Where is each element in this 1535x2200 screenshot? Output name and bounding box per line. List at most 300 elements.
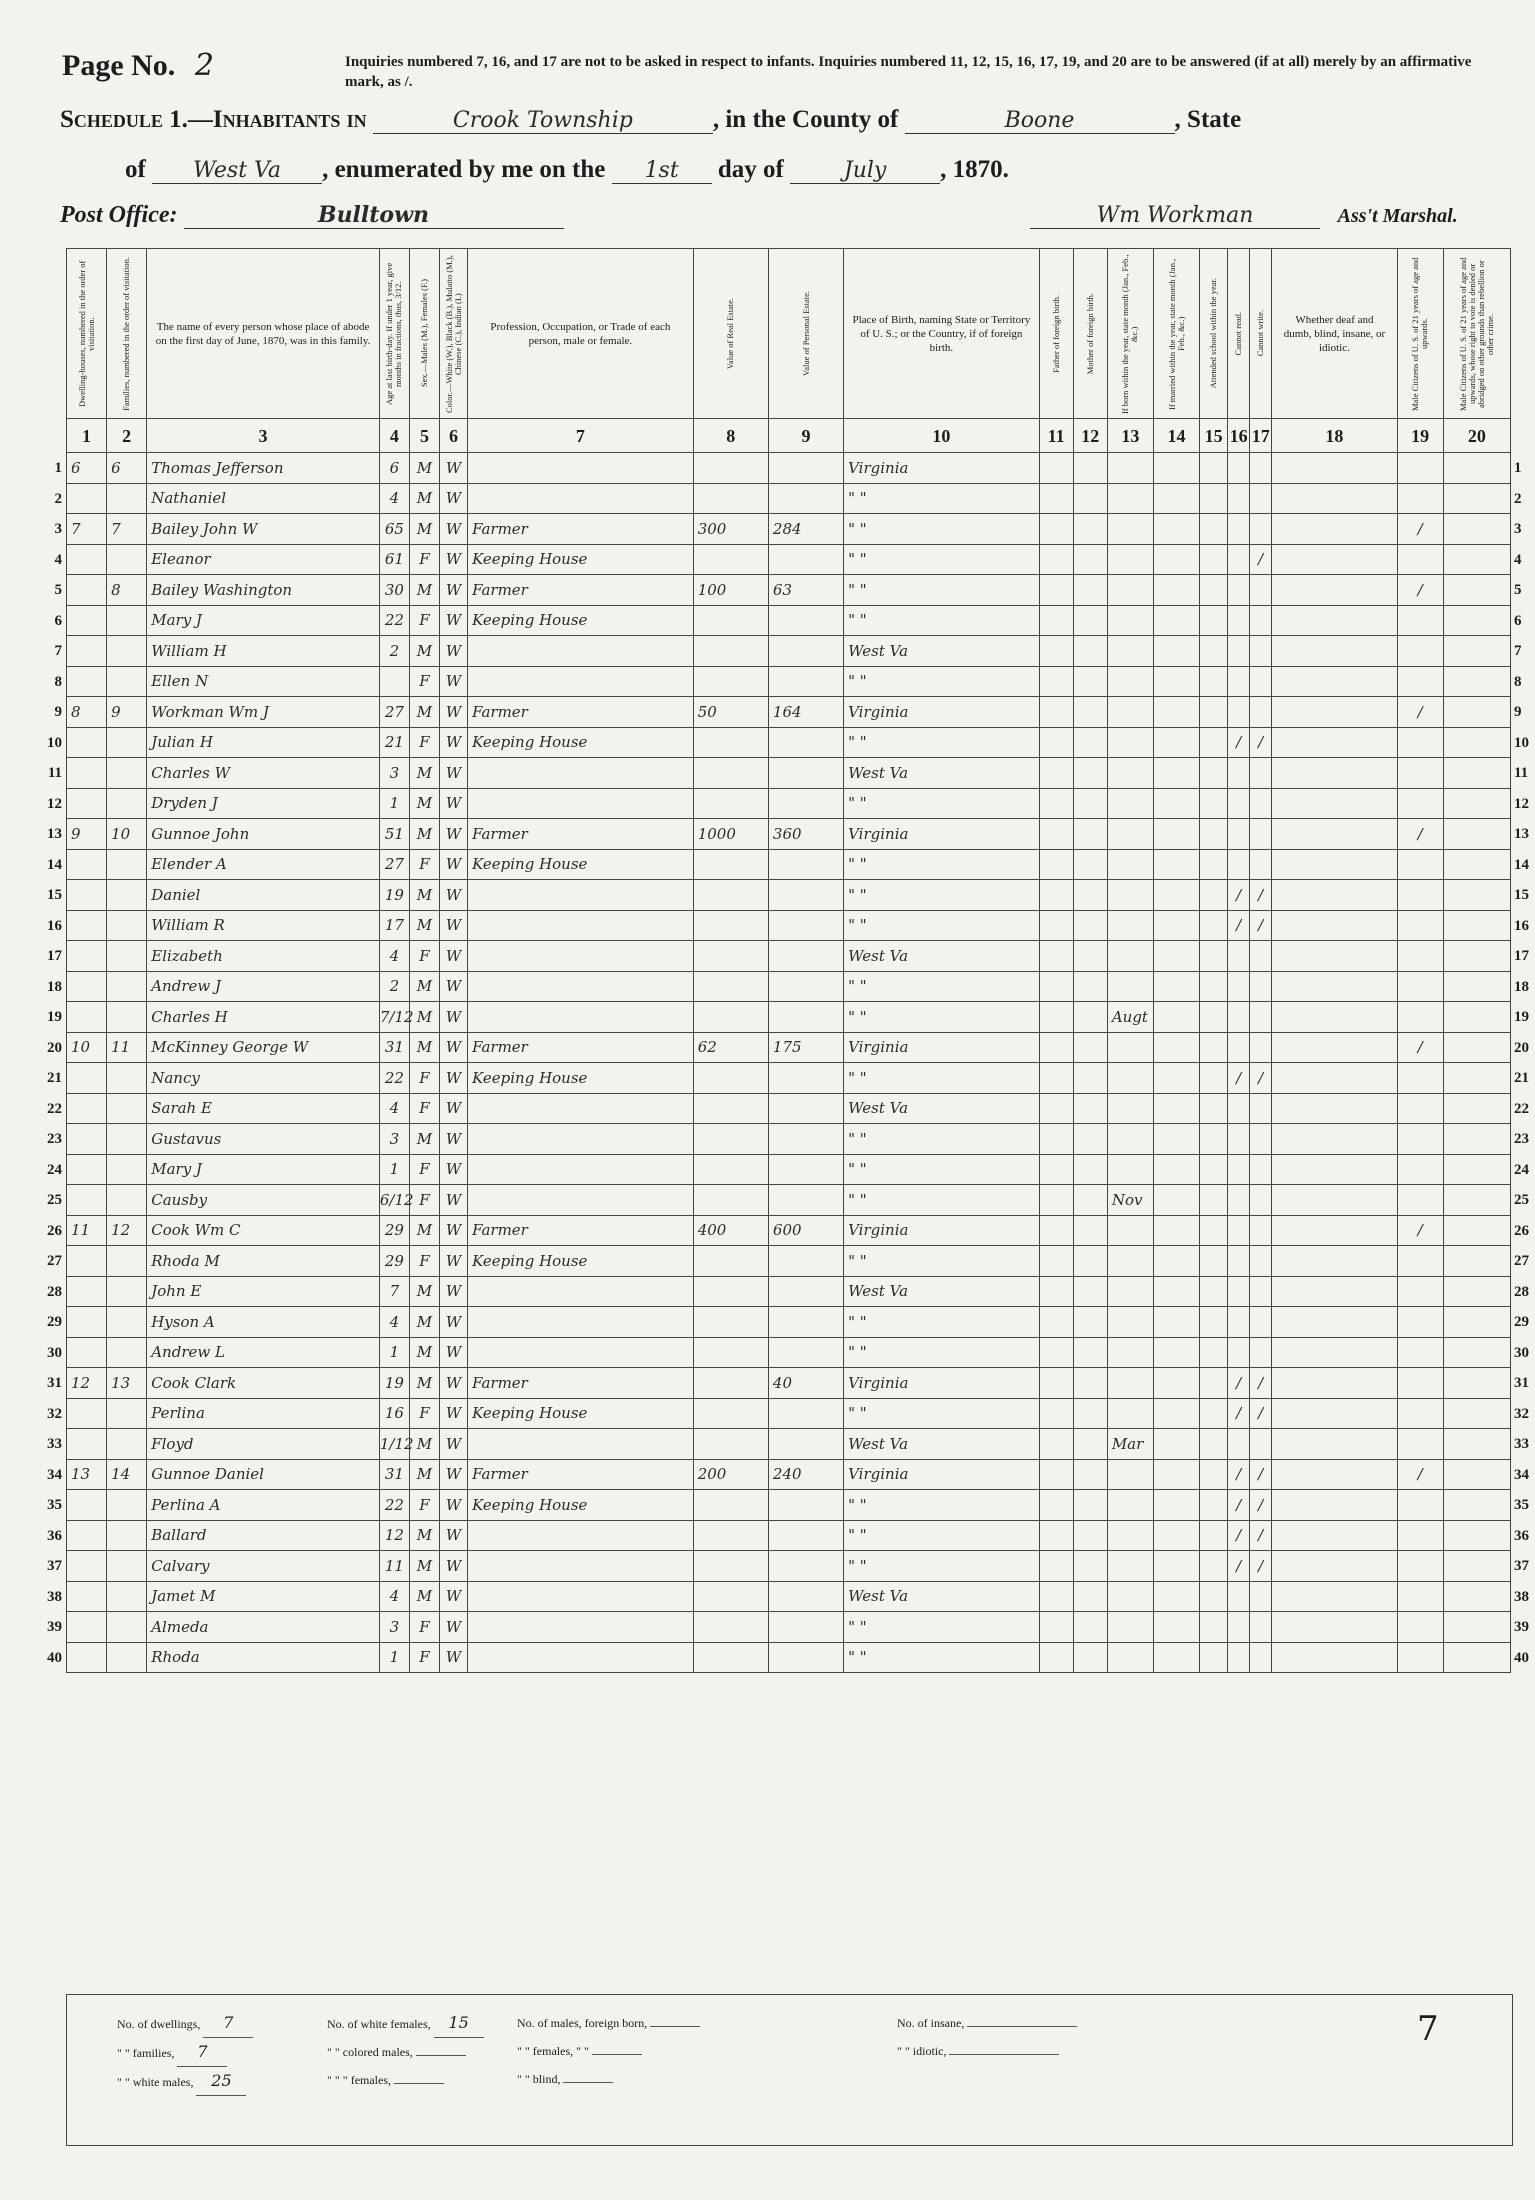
person-name: Daniel (147, 880, 380, 911)
father-foreign (1039, 1093, 1073, 1124)
line-number: 28 (47, 1283, 62, 1300)
sex: M (409, 758, 439, 789)
born-month (1107, 1490, 1153, 1521)
line-number: 40 (1514, 1649, 1529, 1666)
cannot-read (1228, 788, 1250, 819)
cannot-read (1228, 849, 1250, 880)
attended-school (1200, 636, 1228, 667)
real-estate-value (693, 910, 768, 941)
attended-school (1200, 483, 1228, 514)
birthplace: " " (844, 880, 1040, 911)
color: W (440, 1002, 468, 1033)
personal-estate-value (768, 788, 843, 819)
person-name: Hyson A (147, 1307, 380, 1338)
cannot-read (1228, 1032, 1250, 1063)
personal-estate-value: 40 (768, 1368, 843, 1399)
col-num: 20 (1443, 419, 1510, 453)
real-estate-value: 200 (693, 1459, 768, 1490)
father-foreign (1039, 971, 1073, 1002)
person-name: Sarah E (147, 1093, 380, 1124)
cannot-write (1250, 1307, 1272, 1338)
line-number: 30 (1514, 1344, 1529, 1361)
occupation (468, 1002, 694, 1033)
col-num: 16 (1228, 419, 1250, 453)
infirmity (1272, 941, 1397, 972)
personal-estate-value (768, 1551, 843, 1582)
table-row (67, 1520, 1511, 1551)
born-month (1107, 788, 1153, 819)
occupation: Farmer (468, 1215, 694, 1246)
real-estate-value (693, 544, 768, 575)
real-estate-value (693, 1429, 768, 1460)
blind-label: " " blind, (517, 2072, 561, 2086)
table-row (67, 1368, 1511, 1399)
table-row (67, 1246, 1511, 1277)
sex: F (409, 1185, 439, 1216)
birthplace: West Va (844, 1429, 1040, 1460)
born-month (1107, 544, 1153, 575)
birthplace: West Va (844, 941, 1040, 972)
cannot-write (1250, 1124, 1272, 1155)
personal-estate-value (768, 849, 843, 880)
real-estate-value (693, 1276, 768, 1307)
col-5-header: Sex.—Males (M.), Females (F.) (409, 249, 439, 419)
line-number: 24 (47, 1161, 62, 1178)
table-row (67, 666, 1511, 697)
family-number (107, 1063, 147, 1094)
vote-denied (1443, 788, 1510, 819)
birthplace: Virginia (844, 1215, 1040, 1246)
personal-estate-value (768, 941, 843, 972)
occupation: Farmer (468, 514, 694, 545)
mother-foreign (1073, 483, 1107, 514)
table-row (67, 1215, 1511, 1246)
col-2-header: Families, numbered in the order of visitation. (107, 249, 147, 419)
cannot-read: / (1228, 1398, 1250, 1429)
mother-foreign (1073, 1124, 1107, 1155)
personal-estate-value (768, 1642, 843, 1673)
real-estate-value (693, 1124, 768, 1155)
married-month (1153, 1063, 1199, 1094)
infirmity (1272, 1398, 1397, 1429)
real-estate-value (693, 1337, 768, 1368)
birthplace: " " (844, 727, 1040, 758)
blind-count (563, 2082, 613, 2083)
father-foreign (1039, 514, 1073, 545)
personal-estate-value (768, 605, 843, 636)
real-estate-value (693, 849, 768, 880)
cannot-write: / (1250, 1551, 1272, 1582)
cannot-write (1250, 849, 1272, 880)
color: W (440, 758, 468, 789)
person-name: Rhoda M (147, 1246, 380, 1277)
color: W (440, 1612, 468, 1643)
married-month (1153, 1551, 1199, 1582)
married-month (1153, 1276, 1199, 1307)
married-month (1153, 1581, 1199, 1612)
age: 1 (379, 1642, 409, 1673)
vote-denied (1443, 1246, 1510, 1277)
cannot-read (1228, 1215, 1250, 1246)
dwelling-number (67, 758, 107, 789)
white-females-label: No. of white females, (327, 2017, 431, 2031)
line-number: 25 (47, 1192, 62, 1208)
cannot-write (1250, 1612, 1272, 1643)
dwelling-number (67, 971, 107, 1002)
age: 31 (379, 1032, 409, 1063)
married-month (1153, 1429, 1199, 1460)
age: 6/12 (379, 1185, 409, 1216)
married-month (1153, 514, 1199, 545)
summary-col-dwellings (117, 2009, 253, 2096)
infirmity (1272, 605, 1397, 636)
post-office-field: Bulltown (184, 202, 564, 229)
male-citizen (1397, 971, 1443, 1002)
infirmity (1272, 1459, 1397, 1490)
color: W (440, 910, 468, 941)
line-number: 36 (1514, 1527, 1529, 1544)
infirmity (1272, 1429, 1397, 1460)
dwelling-number (67, 1642, 107, 1673)
vote-denied (1443, 1002, 1510, 1033)
real-estate-value: 50 (693, 697, 768, 728)
father-foreign (1039, 1368, 1073, 1399)
post-office-label: Post Office: (60, 202, 178, 228)
col-20-header: Male Citizens of U. S. of 21 years of age and upwards, whose right to vote is denied or abridged on other grounds than rebellion or other crime. (1443, 249, 1510, 419)
occupation (468, 636, 694, 667)
born-month (1107, 1215, 1153, 1246)
vote-denied (1443, 941, 1510, 972)
married-month (1153, 1368, 1199, 1399)
occupation (468, 1124, 694, 1155)
person-name: Nathaniel (147, 483, 380, 514)
line-number: 23 (1514, 1131, 1529, 1147)
cannot-write: / (1250, 1490, 1272, 1521)
person-name: Floyd (147, 1429, 380, 1460)
line-number: 18 (1514, 978, 1529, 995)
col-16-header: Cannot read. (1228, 249, 1250, 419)
line-number: 32 (1514, 1405, 1529, 1422)
col-10-header: Place of Birth, naming State or Territory of U. S.; or the Country, if of foreign birth. (844, 249, 1040, 419)
dwelling-number (67, 1429, 107, 1460)
age: 3 (379, 758, 409, 789)
real-estate-value: 62 (693, 1032, 768, 1063)
dwelling-number (67, 1398, 107, 1429)
male-citizen (1397, 1398, 1443, 1429)
real-estate-value (693, 1368, 768, 1399)
column-headers (67, 249, 1511, 419)
color: W (440, 880, 468, 911)
vote-denied (1443, 971, 1510, 1002)
born-month: Augt (1107, 1002, 1153, 1033)
male-citizen (1397, 727, 1443, 758)
color: W (440, 1154, 468, 1185)
male-citizen (1397, 483, 1443, 514)
male-citizen (1397, 910, 1443, 941)
infirmity (1272, 1154, 1397, 1185)
birthplace: " " (844, 1551, 1040, 1582)
color: W (440, 1642, 468, 1673)
born-month (1107, 666, 1153, 697)
father-foreign (1039, 819, 1073, 850)
real-estate-value (693, 1093, 768, 1124)
cannot-write (1250, 819, 1272, 850)
father-foreign (1039, 1429, 1073, 1460)
cannot-write (1250, 1154, 1272, 1185)
occupation (468, 971, 694, 1002)
family-number (107, 1246, 147, 1277)
real-estate-value (693, 453, 768, 484)
color: W (440, 1185, 468, 1216)
color: W (440, 1246, 468, 1277)
attended-school (1200, 1368, 1228, 1399)
mother-foreign (1073, 1002, 1107, 1033)
family-number (107, 1551, 147, 1582)
real-estate-value (693, 788, 768, 819)
table-row (67, 605, 1511, 636)
vote-denied (1443, 1154, 1510, 1185)
father-foreign (1039, 788, 1073, 819)
line-number: 19 (47, 1009, 62, 1025)
color: W (440, 819, 468, 850)
age: 4 (379, 941, 409, 972)
born-month (1107, 1124, 1153, 1155)
color: W (440, 727, 468, 758)
family-number (107, 849, 147, 880)
white-males-count: 25 (196, 2067, 246, 2096)
infirmity (1272, 483, 1397, 514)
male-citizen: / (1397, 819, 1443, 850)
personal-estate-value: 63 (768, 575, 843, 606)
line-number: 20 (1514, 1039, 1529, 1056)
cannot-write: / (1250, 1063, 1272, 1094)
line-number: 29 (47, 1314, 62, 1330)
married-month (1153, 697, 1199, 728)
personal-estate-value (768, 1490, 843, 1521)
dwelling-number: 8 (67, 697, 107, 728)
male-citizen (1397, 941, 1443, 972)
occupation: Farmer (468, 575, 694, 606)
person-name: Perlina A (147, 1490, 380, 1521)
infirmity (1272, 1642, 1397, 1673)
married-month (1153, 1642, 1199, 1673)
families-count: 7 (177, 2038, 227, 2067)
table-row (67, 941, 1511, 972)
married-month (1153, 1185, 1199, 1216)
line-number: 18 (47, 978, 62, 995)
age: 29 (379, 1246, 409, 1277)
born-month (1107, 636, 1153, 667)
married-month (1153, 1490, 1199, 1521)
infirmity (1272, 636, 1397, 667)
occupation: Keeping House (468, 1063, 694, 1094)
infirmity (1272, 971, 1397, 1002)
vote-denied (1443, 849, 1510, 880)
sex: M (409, 575, 439, 606)
personal-estate-value (768, 1276, 843, 1307)
real-estate-value (693, 1581, 768, 1612)
married-month (1153, 605, 1199, 636)
mother-foreign (1073, 1185, 1107, 1216)
infirmity (1272, 575, 1397, 606)
age: 21 (379, 727, 409, 758)
color: W (440, 483, 468, 514)
born-month (1107, 453, 1153, 484)
attended-school (1200, 1093, 1228, 1124)
infirmity (1272, 1612, 1397, 1643)
family-number (107, 605, 147, 636)
dwelling-number (67, 575, 107, 606)
cannot-read: / (1228, 1520, 1250, 1551)
occupation (468, 1642, 694, 1673)
col-num: 13 (1107, 419, 1153, 453)
mother-foreign (1073, 697, 1107, 728)
color: W (440, 1124, 468, 1155)
foreign-males-count (650, 2026, 700, 2027)
person-name: McKinney George W (147, 1032, 380, 1063)
cannot-read (1228, 819, 1250, 850)
table-row (67, 819, 1511, 850)
county-field: Boone (905, 108, 1175, 134)
vote-denied (1443, 666, 1510, 697)
table-row (67, 1307, 1511, 1338)
dwelling-number (67, 1612, 107, 1643)
person-name: Julian H (147, 727, 380, 758)
color: W (440, 697, 468, 728)
cannot-write (1250, 941, 1272, 972)
sex: F (409, 1398, 439, 1429)
married-month (1153, 544, 1199, 575)
male-citizen (1397, 1093, 1443, 1124)
line-number: 16 (47, 917, 62, 934)
dwelling-number (67, 1002, 107, 1033)
line-number: 27 (1514, 1253, 1529, 1269)
infirmity (1272, 1032, 1397, 1063)
birthplace: West Va (844, 1581, 1040, 1612)
line-number: 34 (1514, 1466, 1529, 1483)
occupation (468, 1612, 694, 1643)
father-foreign (1039, 1246, 1073, 1277)
person-name: John E (147, 1276, 380, 1307)
vote-denied (1443, 727, 1510, 758)
attended-school (1200, 575, 1228, 606)
line-number: 31 (47, 1375, 62, 1391)
line-number: 4 (1514, 551, 1522, 568)
infirmity (1272, 758, 1397, 789)
married-month (1153, 1093, 1199, 1124)
occupation (468, 666, 694, 697)
col-7-header: Profession, Occupation, or Trade of each person, male or female. (468, 249, 694, 419)
cannot-write (1250, 1429, 1272, 1460)
dwellings-count: 7 (203, 2009, 253, 2038)
enumerated-label: , enumerated by me on the (322, 156, 606, 183)
birthplace: " " (844, 910, 1040, 941)
attended-school (1200, 1002, 1228, 1033)
sex: M (409, 1276, 439, 1307)
marshal-label: Ass't Marshal. (1337, 205, 1458, 227)
infirmity (1272, 788, 1397, 819)
person-name: Charles H (147, 1002, 380, 1033)
age: 61 (379, 544, 409, 575)
birthplace: Virginia (844, 1032, 1040, 1063)
color: W (440, 1368, 468, 1399)
mother-foreign (1073, 910, 1107, 941)
age: 16 (379, 1398, 409, 1429)
marshal-name: Wm Workman (1030, 203, 1320, 229)
col-13-header: If born within the year, state month (Jan., Feb., &c.) (1107, 249, 1153, 419)
married-month (1153, 849, 1199, 880)
cannot-read (1228, 1581, 1250, 1612)
attended-school (1200, 1063, 1228, 1094)
person-name: Ballard (147, 1520, 380, 1551)
cannot-write (1250, 1642, 1272, 1673)
infirmity (1272, 819, 1397, 850)
birthplace: " " (844, 1307, 1040, 1338)
personal-estate-value (768, 880, 843, 911)
mother-foreign (1073, 544, 1107, 575)
male-citizen (1397, 849, 1443, 880)
married-month (1153, 483, 1199, 514)
line-number: 25 (1514, 1192, 1529, 1208)
township-field: Crook Township (373, 108, 713, 134)
born-month (1107, 941, 1153, 972)
line-number: 23 (47, 1131, 62, 1147)
line-number: 38 (47, 1588, 62, 1605)
born-month (1107, 1459, 1153, 1490)
dwelling-number (67, 1307, 107, 1338)
color: W (440, 1063, 468, 1094)
family-number: 11 (107, 1032, 147, 1063)
line-number: 33 (47, 1436, 62, 1452)
line-number: 4 (54, 551, 62, 568)
dwelling-number: 9 (67, 819, 107, 850)
occupation (468, 1185, 694, 1216)
personal-estate-value: 164 (768, 697, 843, 728)
dwelling-number (67, 1185, 107, 1216)
cannot-read (1228, 1307, 1250, 1338)
mother-foreign (1073, 636, 1107, 667)
vote-denied (1443, 453, 1510, 484)
age: 19 (379, 1368, 409, 1399)
birthplace: Virginia (844, 819, 1040, 850)
sex: M (409, 1581, 439, 1612)
father-foreign (1039, 880, 1073, 911)
white-males-label: " " white males, (117, 2075, 194, 2089)
birthplace: West Va (844, 1276, 1040, 1307)
sex: M (409, 483, 439, 514)
mother-foreign (1073, 1520, 1107, 1551)
age: 51 (379, 819, 409, 850)
age: 22 (379, 1063, 409, 1094)
real-estate-value (693, 1154, 768, 1185)
summary-col-foreign (517, 2009, 700, 2093)
attended-school (1200, 1520, 1228, 1551)
table-row (67, 727, 1511, 758)
infirmity (1272, 697, 1397, 728)
sex: F (409, 849, 439, 880)
idiotic-count (949, 2054, 1059, 2055)
colored-females-label: " " " females, (327, 2073, 392, 2087)
table-row (67, 1185, 1511, 1216)
line-number: 22 (47, 1100, 62, 1117)
birthplace: Virginia (844, 1368, 1040, 1399)
color: W (440, 941, 468, 972)
age: 6 (379, 453, 409, 484)
father-foreign (1039, 758, 1073, 789)
person-name: Eleanor (147, 544, 380, 575)
mother-foreign (1073, 1093, 1107, 1124)
line-number: 15 (1514, 887, 1529, 903)
